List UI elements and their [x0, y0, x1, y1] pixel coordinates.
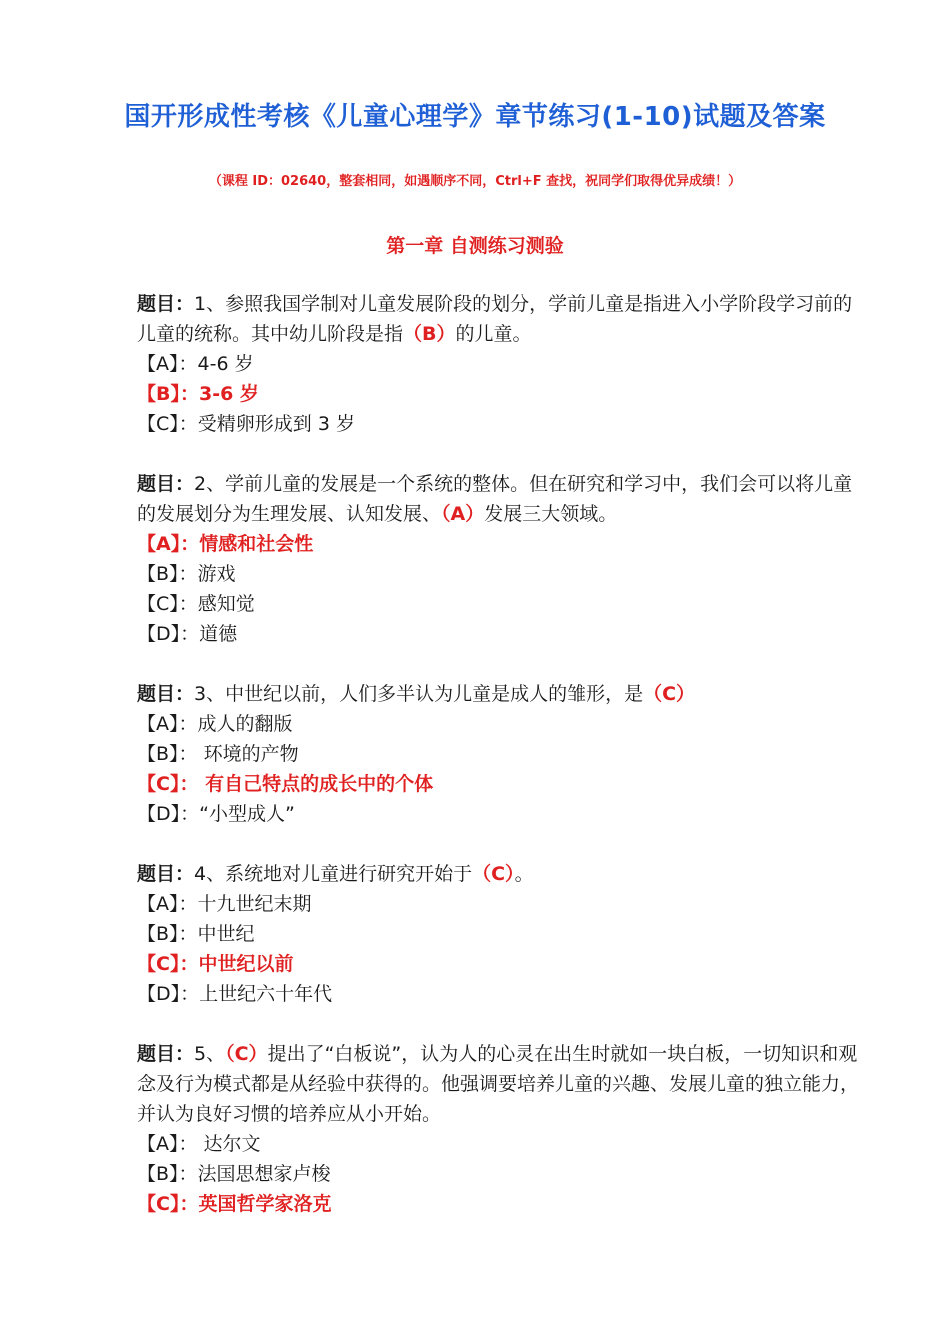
option-key: 【A】：: [137, 893, 198, 915]
option-text: 中世纪以前: [198, 953, 294, 975]
option-key: 【C】：: [137, 953, 199, 975]
option: [137, 889, 865, 919]
question-stem: [137, 859, 865, 889]
option: [137, 739, 865, 769]
option-text: 上世纪六十年代: [199, 983, 333, 1005]
option: [137, 589, 865, 619]
option-correct: [137, 769, 865, 799]
option-text: 达尔文: [197, 1133, 261, 1155]
option: [137, 979, 865, 1009]
option-key: 【B】：: [137, 563, 198, 585]
question-label: 题目：: [137, 293, 195, 315]
chapter-title: 第一章 自测练习测验: [386, 235, 564, 257]
option-key: 【B】：: [137, 1163, 198, 1185]
question-stem: [137, 1039, 865, 1129]
option-text: 4-6 岁: [197, 353, 254, 375]
question-stem: [137, 679, 865, 709]
option: [137, 619, 865, 649]
option: [137, 559, 865, 589]
option-text: 情感和社会性: [199, 533, 314, 555]
question-text: 1、参照我国学制对儿童发展阶段的划分，学前儿童是指进入小学阶段学习前的儿童的统称。其中幼儿阶段是指: [137, 293, 853, 345]
option-key: 【A】：: [137, 713, 198, 735]
question-block: [137, 679, 865, 829]
option-correct: [137, 529, 865, 559]
answer-mark: （C）: [472, 863, 515, 885]
option-text: 3-6 岁: [198, 383, 259, 405]
question-text-after: 。: [514, 863, 534, 885]
answer-mark: （A）: [441, 503, 485, 525]
question-label: 题目：: [137, 1043, 195, 1065]
option-text: 十九世纪末期: [197, 893, 312, 915]
option-key: 【B】：: [137, 383, 199, 405]
option-text: 感知觉: [197, 593, 255, 615]
question-text: 5、: [194, 1043, 226, 1065]
option-text: 游戏: [197, 563, 236, 585]
option-key: 【A】：: [137, 533, 200, 555]
option-text: 环境的产物: [197, 743, 299, 765]
option-text: 法国思想家卢梭: [197, 1163, 331, 1185]
option-key: 【A】：: [137, 1133, 198, 1155]
option-text: 道德: [199, 623, 238, 645]
option-key: 【B】：: [137, 743, 198, 765]
question-block: [137, 1039, 865, 1219]
option: [137, 919, 865, 949]
document-subtitle: （课程 ID：02640，整套相同，如遇顺序不同，Ctrl+F 查找，祝同学们取得优异成绩！）: [208, 174, 742, 189]
option: [137, 1159, 865, 1189]
question-text: 2、学前儿童的发展是一个系统的整体。但在研究和学习中，我们会可以将儿童的发展划分为生理发展、认知发展、: [137, 473, 853, 525]
option-key: 【C】：: [137, 1193, 199, 1215]
question-text-after: 提出了“白板说”，认为人的心灵在出生时就如一块白板，一切知识和观念及行为模式都是从经验中获得的。他强调要培养儿童的兴趣、发展儿童的独立能力，并认为良好习惯的培养应从小开始。: [137, 1043, 860, 1125]
option-text: 英国哲学家洛克: [198, 1193, 332, 1215]
answer-mark: （B）: [403, 323, 456, 345]
option: [137, 1129, 865, 1159]
option-key: 【C】：: [137, 773, 199, 795]
question-text-after: 发展三大领域。: [484, 503, 618, 525]
option: [137, 799, 865, 829]
question-stem: [137, 469, 865, 529]
option-key: 【D】：: [137, 803, 200, 825]
option-correct: [137, 1189, 865, 1219]
question-list: [137, 289, 865, 1249]
question-label: 题目：: [137, 863, 195, 885]
question-label: 题目：: [137, 683, 195, 705]
question-text: 4、系统地对儿童进行研究开始于: [194, 863, 473, 885]
question-text: 3、中世纪以前，人们多半认为儿童是成人的雏形，是: [194, 683, 644, 705]
option-text: 成人的翻版: [197, 713, 293, 735]
option-key: 【C】：: [137, 413, 198, 435]
option-key: 【D】：: [137, 983, 200, 1005]
option-text: 有自己特点的成长中的个体: [198, 773, 434, 795]
option: [137, 349, 865, 379]
option-key: 【A】：: [137, 353, 198, 375]
question-block: [137, 289, 865, 439]
option-correct: [137, 379, 865, 409]
question-block: [137, 859, 865, 1009]
answer-mark: （C）: [643, 683, 696, 705]
option-key: 【C】：: [137, 593, 198, 615]
option-correct: [137, 949, 865, 979]
option-text: 中世纪: [197, 923, 255, 945]
option: [137, 709, 865, 739]
option-key: 【B】：: [137, 923, 198, 945]
question-text-after: 的儿童。: [455, 323, 532, 345]
option-text: 受精卵形成到 3 岁: [197, 413, 355, 435]
document-title: 国开形成性考核《儿童心理学》章节练习(1-10)试题及答案: [124, 102, 826, 132]
question-stem: [137, 289, 865, 349]
answer-mark: （C）: [225, 1043, 268, 1065]
option-key: 【D】：: [137, 623, 200, 645]
option: [137, 409, 865, 439]
option-text: “小型成人”: [199, 803, 295, 825]
question-block: [137, 469, 865, 649]
question-label: 题目：: [137, 473, 195, 495]
